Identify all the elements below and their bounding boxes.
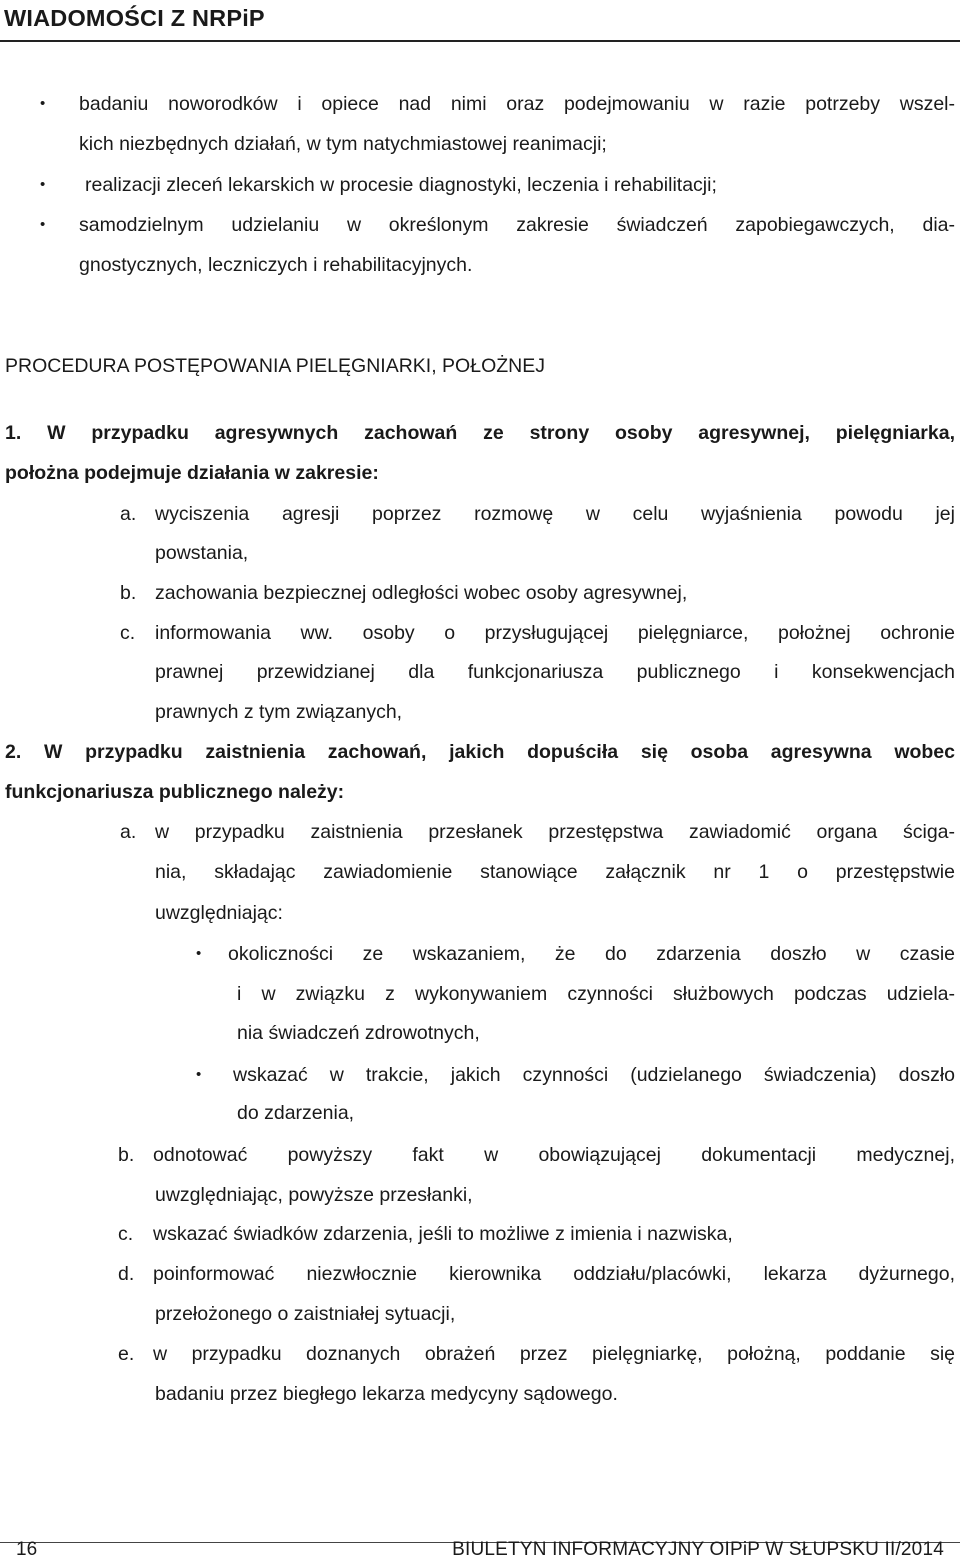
- item-1b-marker: b.: [120, 582, 137, 604]
- item-2c-marker: c.: [118, 1223, 134, 1245]
- item-2a-line-2: nia, składając zawiadomienie stanowiące załącznik nr 1 o przestępstwie: [155, 861, 955, 883]
- item-2d-line-2: przełożonego o zaistniałej sytuacji,: [155, 1303, 456, 1325]
- item-2a-sub-2-line-2: do zdarzenia,: [237, 1102, 355, 1124]
- item-2a-sub-2-line-1: wskazać w trakcie, jakich czynności (udzielanego świadczenia) doszło: [233, 1064, 955, 1086]
- bullet-icon: •: [40, 176, 46, 193]
- item-2a-line-1: w przypadku zaistnienia przesłanek przestępstwa zawiadomić organa ściga-: [155, 821, 955, 843]
- item-2d-line-1: poinformować niezwłocznie kierownika oddziału/placówki, lekarza dyżurnego,: [153, 1263, 955, 1285]
- bullet-3-line-1: samodzielnym udzielaniu w określonym zakresie świadczeń zapobiegawczych, dia-: [79, 214, 955, 236]
- item-1-line-1: 1. W przypadku agresywnych zachowań ze strony osoby agresywnej, pielęgniarka,: [5, 422, 955, 444]
- bullet-1-line-1: badaniu noworodków i opiece nad nimi oraz podejmowaniu w razie potrzeby wszel-: [79, 93, 955, 115]
- item-1a-line-1: wyciszenia agresji poprzez rozmowę w celu wyjaśnienia powodu jej: [155, 503, 955, 525]
- bullet-icon: •: [196, 945, 202, 962]
- item-2a-sub-1-line-1: okoliczności ze wskazaniem, że do zdarzenia doszło w czasie: [228, 943, 955, 965]
- bullet-3-line-2: gnostycznych, leczniczych i rehabilitacyjnych.: [79, 254, 473, 276]
- item-2-line-1: 2. W przypadku zaistnienia zachowań, jakich dopuściła się osoba agresywna wobec: [5, 741, 955, 763]
- page-header: [0, 0, 960, 42]
- item-2e-line-2: badaniu przez biegłego lekarza medycyny sądowego.: [155, 1383, 618, 1405]
- item-1a-marker: a.: [120, 503, 137, 525]
- item-1a-line-2: powstania,: [155, 542, 249, 564]
- footer-title: BIULETYN INFORMACYJNY OIPiP W SŁUPSKU II/2014: [452, 1539, 944, 1560]
- item-1c-line-2: prawnej przewidzianej dla funkcjonariusza publicznego i konsekwencjach: [155, 661, 955, 683]
- item-2a-sub-1-line-3: nia świadczeń zdrowotnych,: [237, 1022, 480, 1044]
- bullet-icon: •: [40, 216, 46, 233]
- item-1c-line-1: informowania ww. osoby o przysługującej pielęgniarce, położnej ochronie: [155, 622, 955, 644]
- item-2a-marker: a.: [120, 821, 137, 843]
- item-2e-line-1: w przypadku doznanych obrażeń przez pielęgniarkę, położną, poddanie się: [153, 1343, 955, 1365]
- item-2b-marker: b.: [118, 1144, 135, 1166]
- header-title: WIADOMOŚCI Z NRPiP: [4, 5, 265, 31]
- item-1-line-2: położna podejmuje działania w zakresie:: [5, 462, 379, 484]
- bullet-icon: •: [196, 1066, 202, 1083]
- section-title: PROCEDURA POSTĘPOWANIA PIELĘGNIARKI, POŁOŻNEJ: [5, 355, 545, 377]
- item-2b-line-1: odnotować powyższy fakt w obowiązującej dokumentacji medycznej,: [153, 1144, 955, 1166]
- item-2b-line-2: uwzględniając, powyższe przesłanki,: [155, 1184, 473, 1206]
- item-2d-marker: d.: [118, 1263, 135, 1285]
- item-2a-sub-1-line-2: i w związku z wykonywaniem czynności służbowych podczas udziela-: [237, 983, 955, 1005]
- item-2e-marker: e.: [118, 1343, 135, 1365]
- item-2c-line-1: wskazać świadków zdarzenia, jeśli to możliwe z imienia i nazwiska,: [153, 1223, 733, 1245]
- page-number: 16: [16, 1539, 38, 1560]
- item-2-line-2: funkcjonariusza publicznego należy:: [5, 781, 345, 803]
- item-1b-line-1: zachowania bezpiecznej odległości wobec osoby agresywnej,: [155, 582, 688, 604]
- bullet-icon: •: [40, 95, 46, 112]
- item-2a-line-3: uwzględniając:: [155, 902, 283, 924]
- bullet-1-line-2: kich niezbędnych działań, w tym natychmiastowej reanimacji;: [79, 133, 607, 155]
- item-1c-line-3: prawnych z tym związanych,: [155, 701, 403, 723]
- bullet-2-line-1: realizacji zleceń lekarskich w procesie diagnostyki, leczenia i rehabilitacji;: [85, 174, 717, 196]
- item-1c-marker: c.: [120, 622, 136, 644]
